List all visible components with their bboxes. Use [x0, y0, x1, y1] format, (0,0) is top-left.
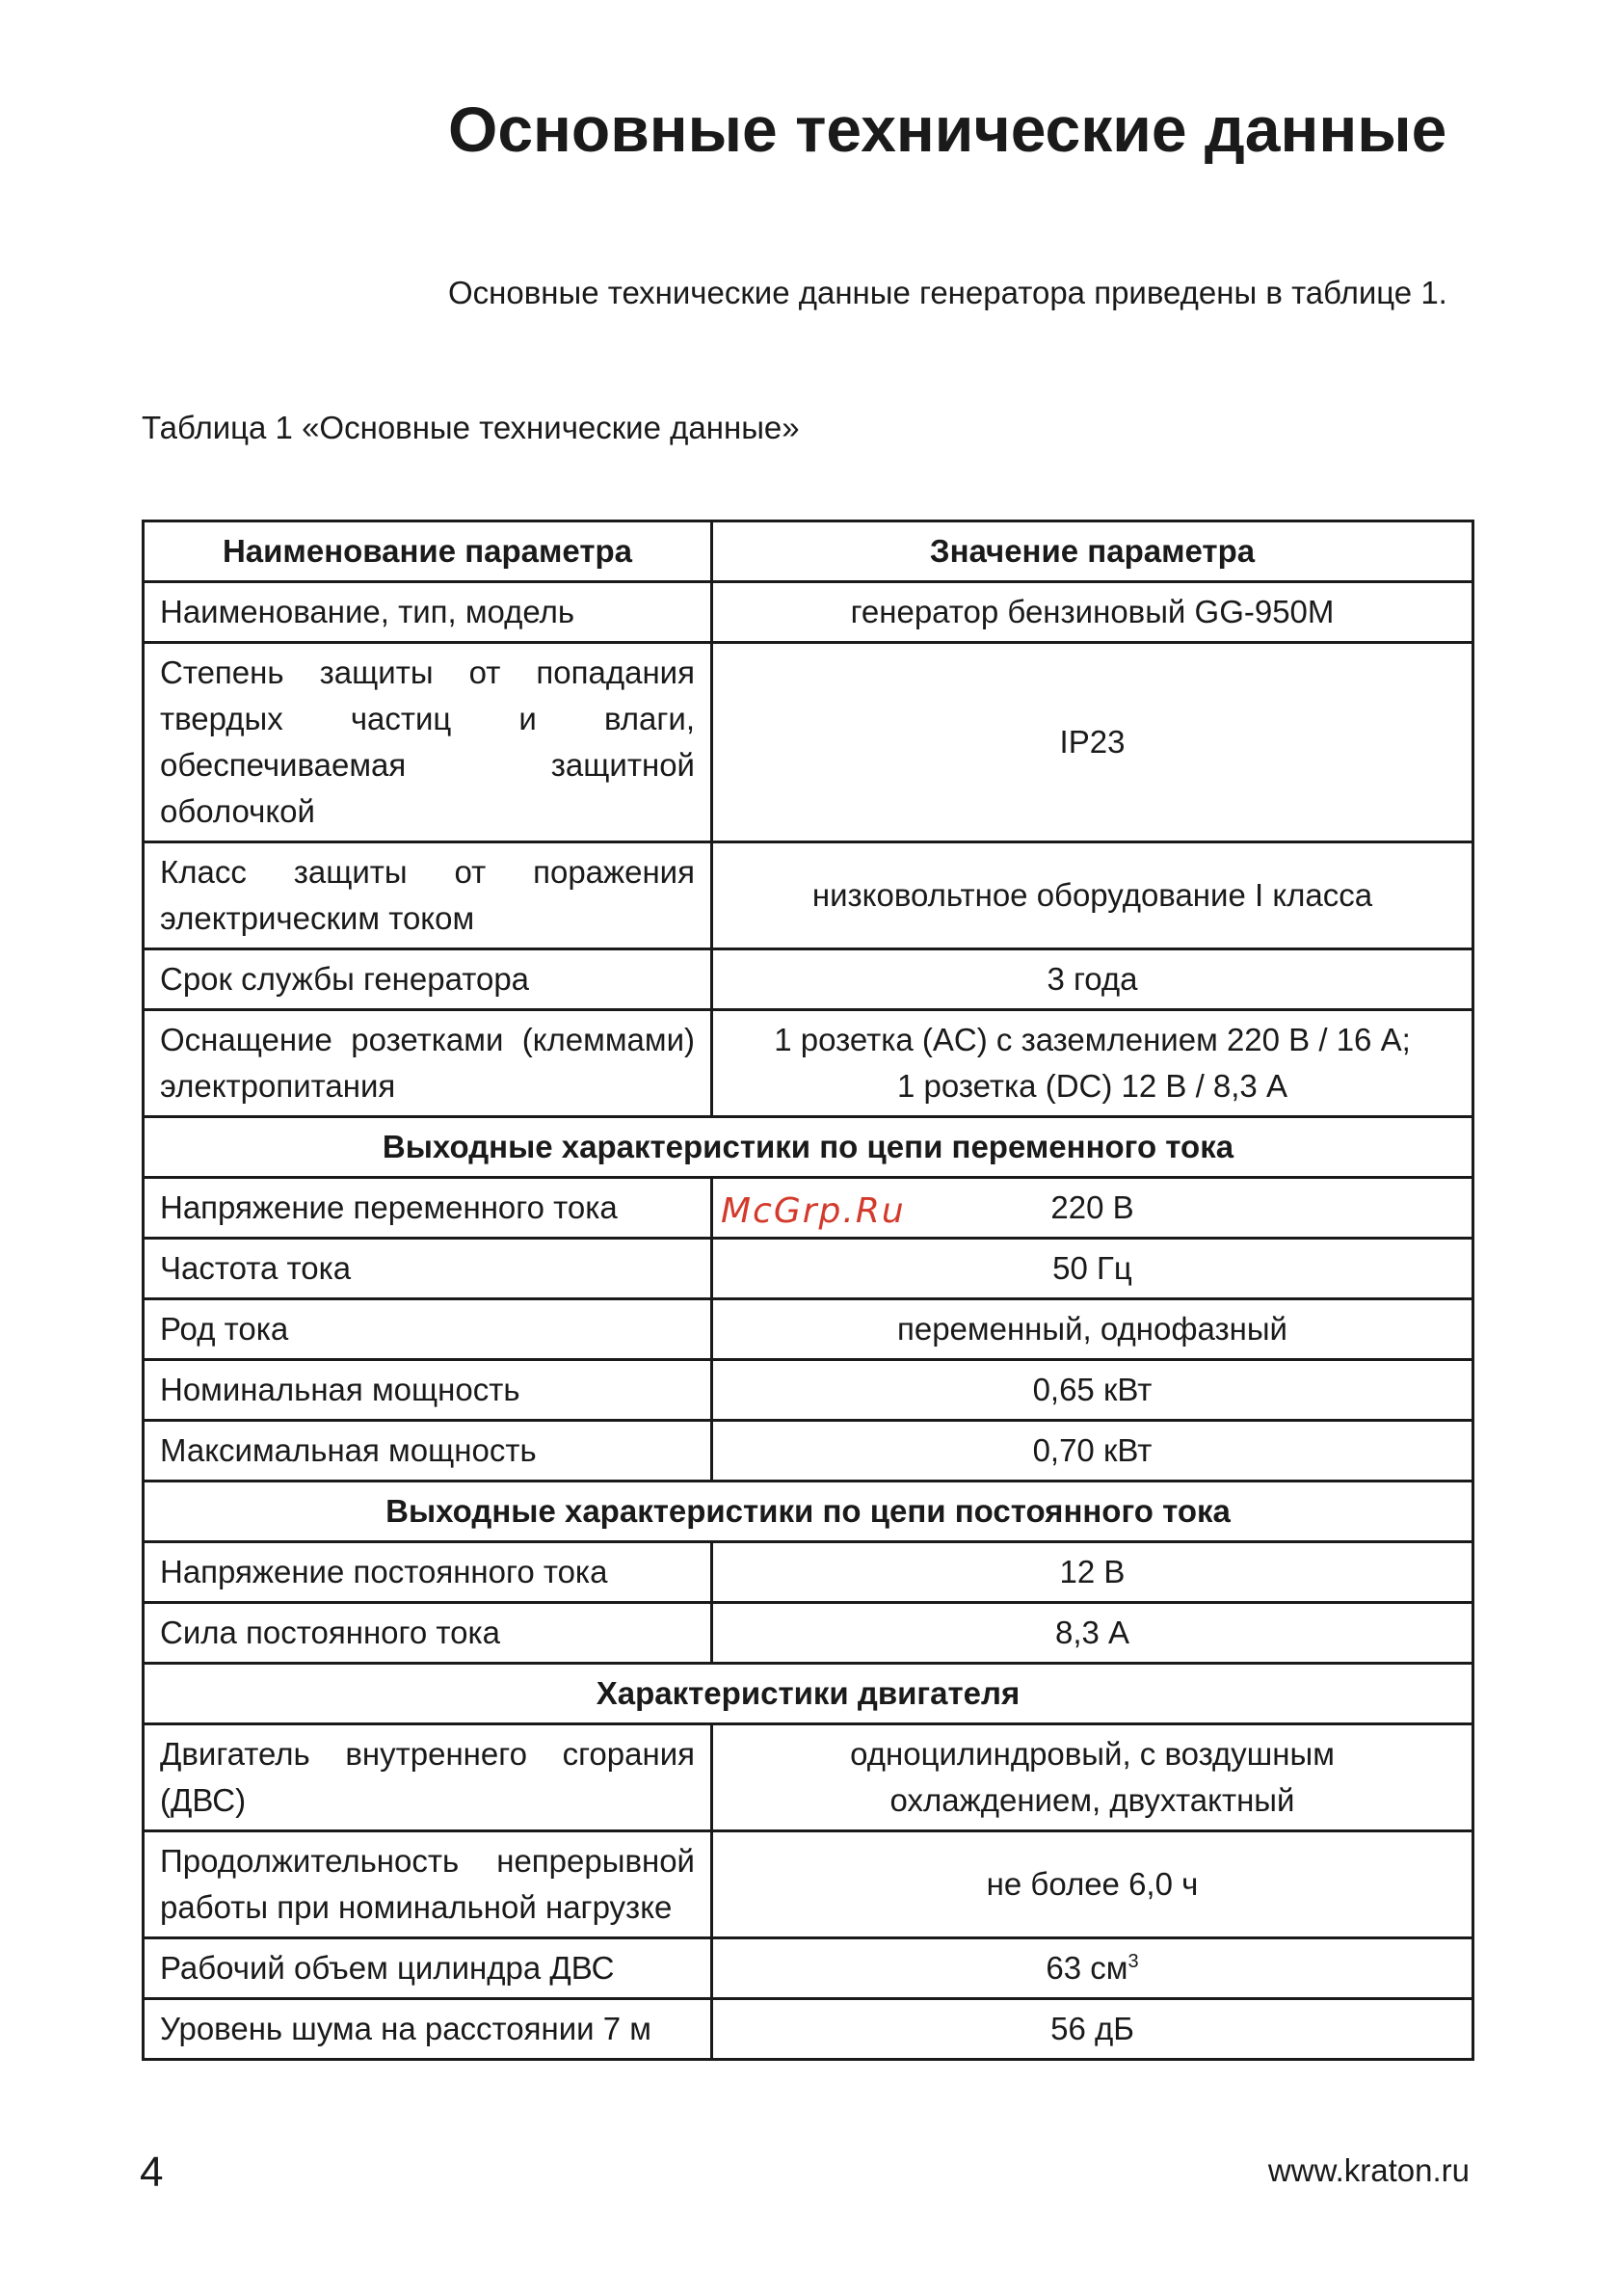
param-cell: Рабочий объем цилиндра ДВС — [144, 1938, 712, 1999]
param-cell: Напряжение постоянного тока — [144, 1542, 712, 1603]
value-cell: переменный, однофазный — [712, 1299, 1473, 1360]
value-line: 1 розетка (AC) с заземлением 220 В / 16 А; — [774, 1022, 1411, 1057]
param-cell: Продолжительность непрерывной работы при номинальной нагрузке — [144, 1831, 712, 1938]
table-row — [144, 1831, 1473, 1938]
header-value: Значение параметра — [712, 521, 1473, 582]
value-cell: не более 6,0 ч — [712, 1831, 1473, 1938]
param-cell: Наименование, тип, модель — [144, 582, 712, 643]
value-cell: 56 дБ — [712, 1999, 1473, 2060]
value-cell: 50 Гц — [712, 1239, 1473, 1299]
param-cell: Номинальная мощность — [144, 1360, 712, 1421]
param-cell: Оснащение розетками (клеммами) электропитания — [144, 1010, 712, 1117]
table-row — [144, 1542, 1473, 1603]
section-title: Выходные характеристики по цепи постоянного тока — [144, 1482, 1473, 1542]
value-cell — [712, 1938, 1473, 1999]
section-row-ac — [144, 1117, 1473, 1178]
table-row — [144, 1360, 1473, 1421]
value-cell: IP23 — [712, 643, 1473, 842]
table-row — [144, 1999, 1473, 2060]
header-param: Наименование параметра — [144, 521, 712, 582]
watermark: McGrp.Ru — [721, 1191, 906, 1231]
table-row — [144, 842, 1473, 949]
value-cell: 0,65 кВт — [712, 1360, 1473, 1421]
table-row — [144, 1938, 1473, 1999]
value-cell: генератор бензиновый GG-950M — [712, 582, 1473, 643]
value-cell: 0,70 кВт — [712, 1421, 1473, 1482]
value-line: охлаждением, двухтактный — [889, 1782, 1295, 1818]
intro-paragraph: Основные технические данные генератора приведены в таблице 1. — [448, 275, 1447, 310]
table-caption: Таблица 1 «Основные технические данные» — [142, 410, 800, 445]
table-row — [144, 949, 1473, 1010]
param-cell: Частота тока — [144, 1239, 712, 1299]
value-line: одноцилиндровый, с воздушным — [850, 1736, 1335, 1772]
section-row-engine — [144, 1664, 1473, 1724]
value-cell: 8,3 А — [712, 1603, 1473, 1664]
section-title: Характеристики двигателя — [144, 1664, 1473, 1724]
value-cell: 12 В — [712, 1542, 1473, 1603]
value-cell: низковольтное оборудование I класса — [712, 842, 1473, 949]
footer-website: www.kraton.ru — [1267, 2152, 1470, 2188]
page-number: 4 — [140, 2149, 164, 2196]
table-row — [144, 1421, 1473, 1482]
table-row — [144, 1010, 1473, 1117]
spec-table — [142, 520, 1474, 2061]
param-cell: Род тока — [144, 1299, 712, 1360]
section-title: Выходные характеристики по цепи переменного тока — [144, 1117, 1473, 1178]
page-title: Основные технические данные — [448, 93, 1447, 165]
value-text: 63 см — [1046, 1950, 1128, 1986]
param-cell: Срок службы генератора — [144, 949, 712, 1010]
table-row — [144, 1299, 1473, 1360]
value-superscript: 3 — [1127, 1951, 1139, 1972]
value-cell — [712, 1010, 1473, 1117]
param-cell: Сила постоянного тока — [144, 1603, 712, 1664]
table-header-row — [144, 521, 1473, 582]
value-text: 220 В — [1050, 1189, 1134, 1225]
param-cell: Напряжение переменного тока — [144, 1178, 712, 1239]
param-cell: Степень защиты от попадания твердых частиц и влаги, обеспечиваемая защитной оболочкой — [144, 643, 712, 842]
table-row — [144, 1724, 1473, 1831]
param-cell: Класс защиты от поражения электрическим током — [144, 842, 712, 949]
value-line: 1 розетка (DC) 12 В / 8,3 А — [897, 1068, 1287, 1104]
table-row — [144, 643, 1473, 842]
table-row — [144, 1603, 1473, 1664]
section-row-dc — [144, 1482, 1473, 1542]
param-cell: Максимальная мощность — [144, 1421, 712, 1482]
table-row — [144, 1239, 1473, 1299]
table-row — [144, 582, 1473, 643]
param-cell: Уровень шума на расстоянии 7 м — [144, 1999, 712, 2060]
table-row — [144, 1178, 1473, 1239]
value-cell — [712, 1178, 1473, 1239]
value-cell — [712, 1724, 1473, 1831]
param-cell: Двигатель внутреннего сгорания (ДВС) — [144, 1724, 712, 1831]
value-cell: 3 года — [712, 949, 1473, 1010]
